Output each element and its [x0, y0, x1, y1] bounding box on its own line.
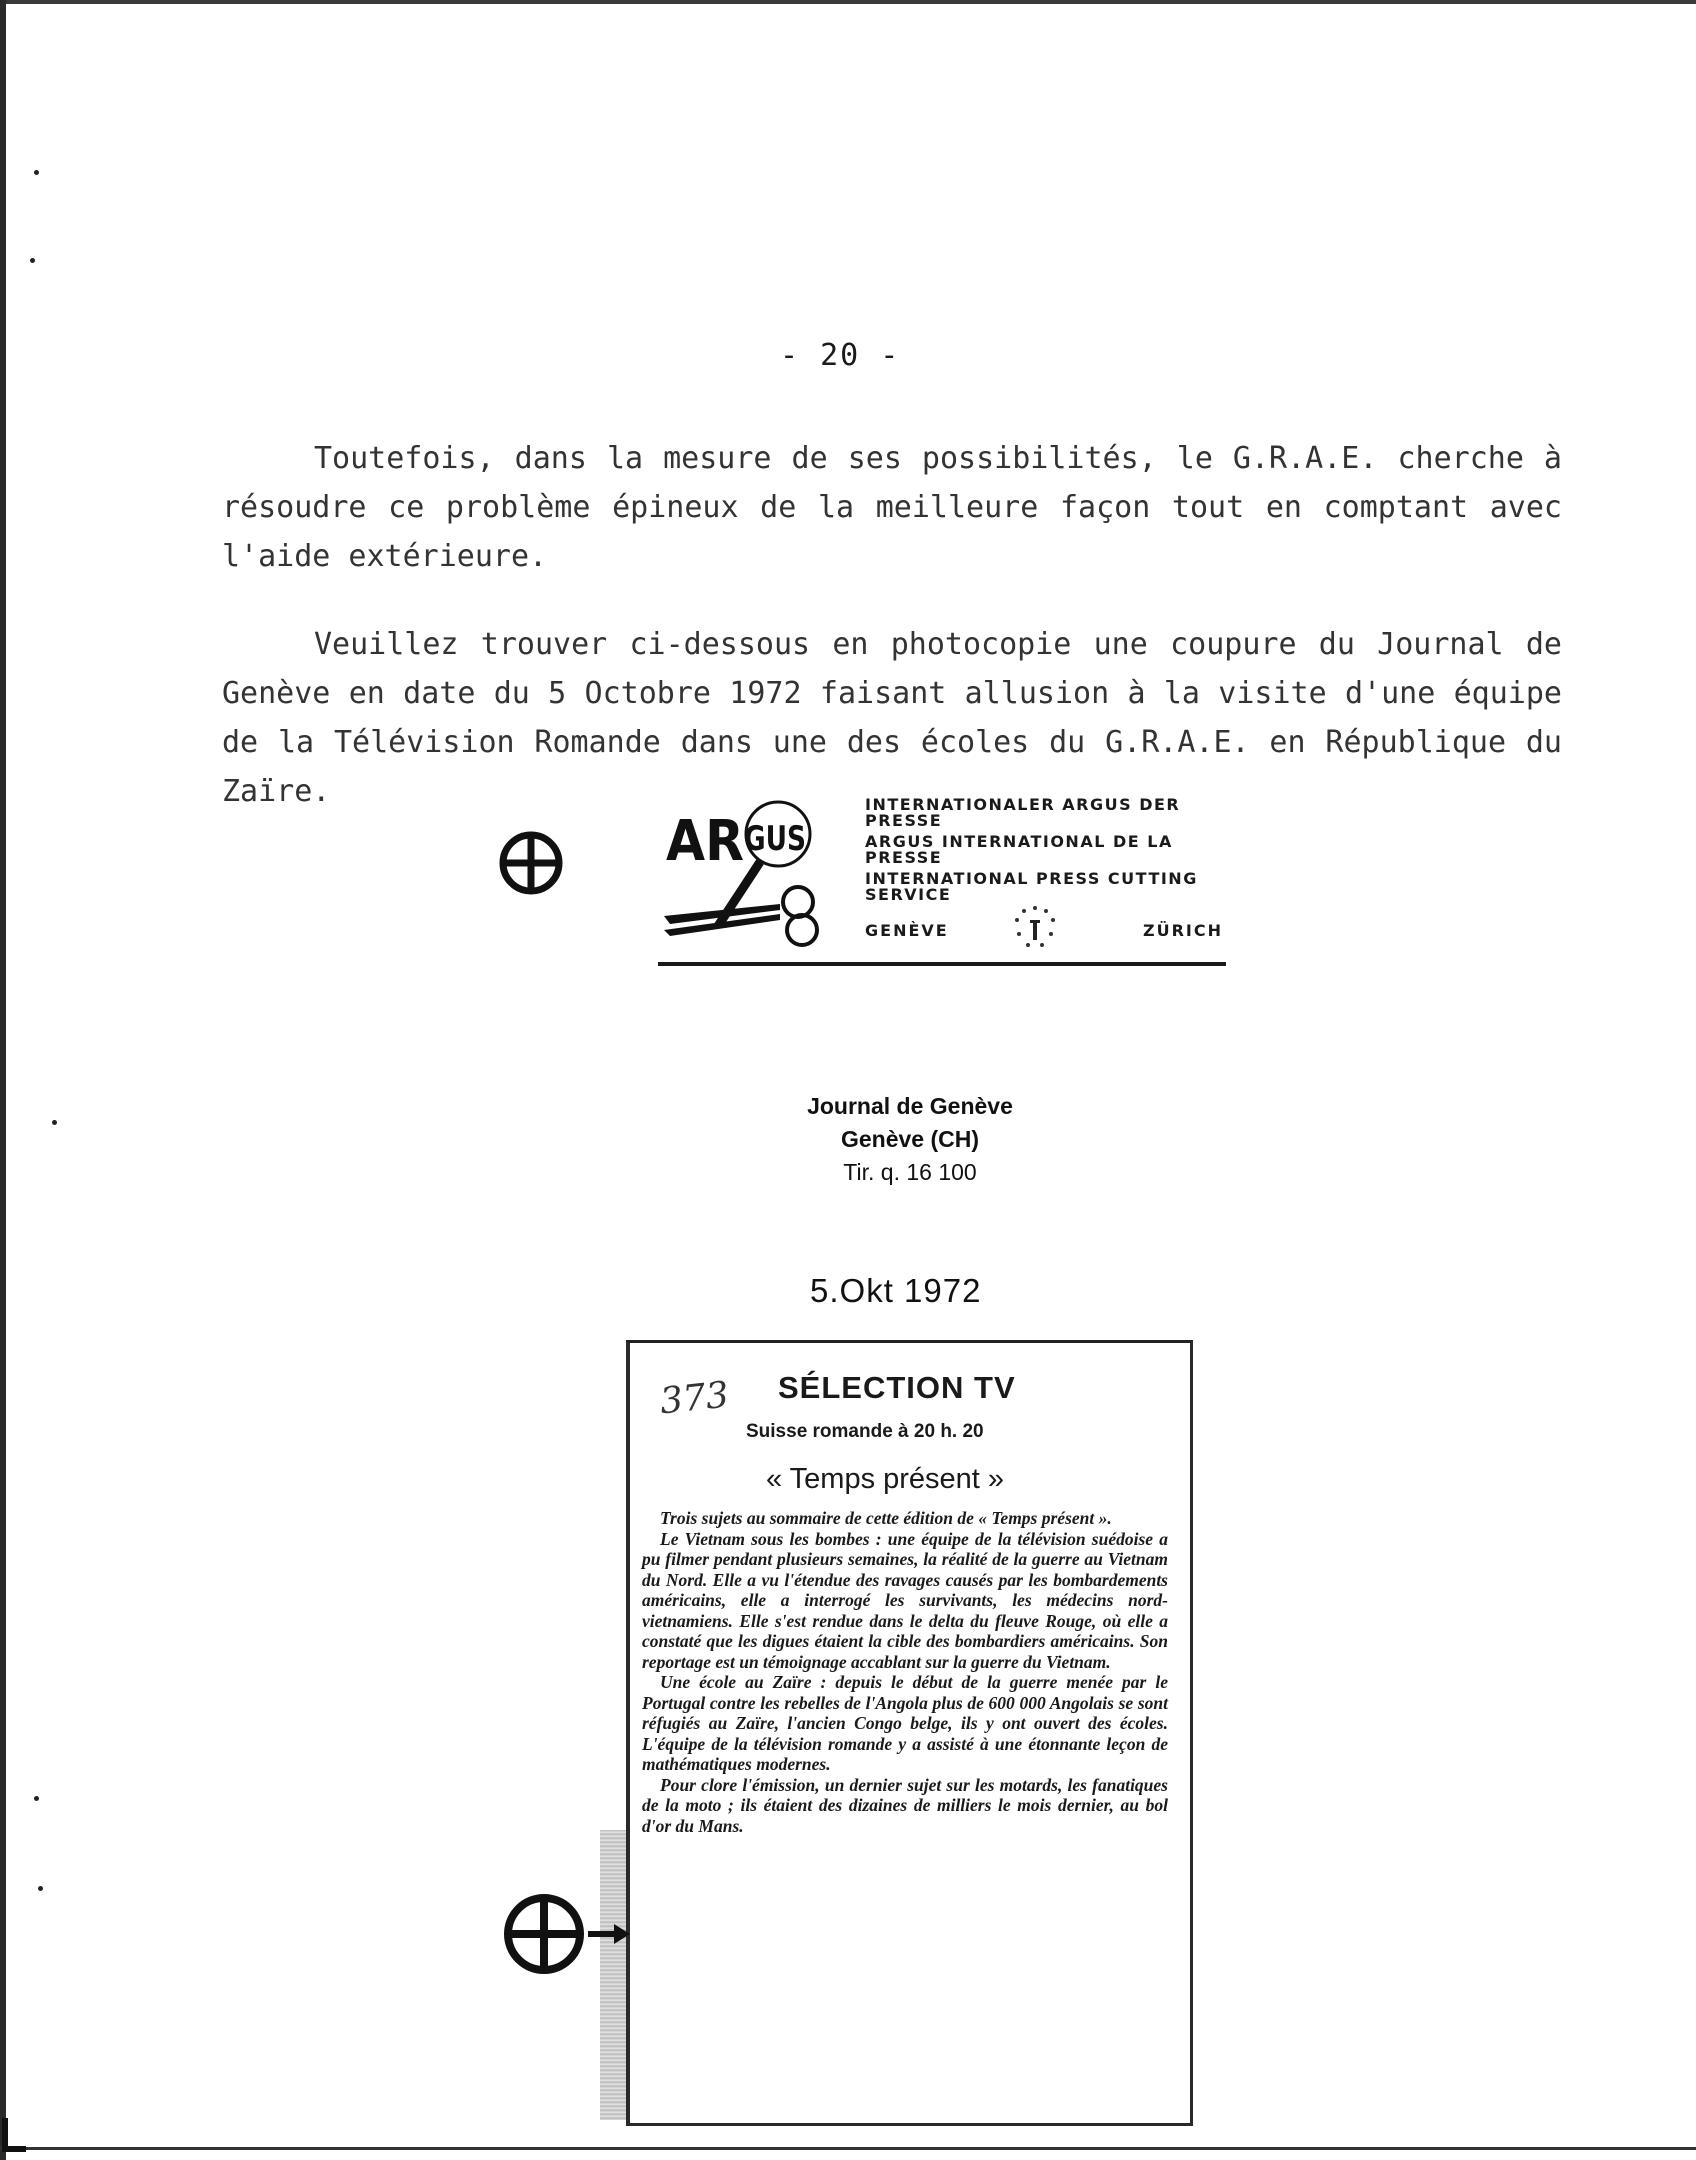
article-paragraph: Pour clore l'émission, un dernier sujet sur les motards, les fanatiques de la moto ; ils étaient des dizaines de milliers le mois dernier, au bol d'or du Mans.: [642, 1774, 1168, 1836]
crosshair-icon: [500, 1890, 588, 1978]
crosshair-icon: [496, 828, 566, 898]
paragraph-2-text: Veuillez trouver ci-dessous en photocopie une coupure du Journal de Genève en date du 5 Octobre 1972 faisant allusion à la visite d'une équipe de la Télévision Romande dans une des écoles du G.R.A.E. en République du Zaïre.: [222, 627, 1562, 809]
journal-name: Journal de Genève: [807, 1093, 1013, 1119]
clipping-title: SÉLECTION TV: [778, 1370, 1016, 1405]
svg-text:GUS: GUS: [744, 819, 806, 859]
page-number: - 20 -: [780, 338, 901, 373]
argus-service-lines: [865, 797, 1220, 908]
arrow-right-icon: [588, 1922, 630, 1946]
argus-line-fr: ARGUS INTERNATIONAL DE LA PRESSE: [865, 832, 1173, 867]
argus-logo: [660, 798, 832, 948]
svg-text:AR: AR: [666, 809, 744, 874]
journal-circulation: Tir. q. 16 100: [843, 1159, 977, 1185]
scan-speck: [30, 258, 35, 263]
argus-city-geneve: GENÈVE: [865, 921, 949, 940]
journal-city: Genève (CH): [840, 1126, 980, 1152]
page-border-top: [6, 0, 1696, 4]
argus-rule: [658, 962, 1226, 966]
clipping-subtitle: Suisse romande à 20 h. 20: [746, 1421, 984, 1442]
scan-speck: [34, 1796, 39, 1801]
argus-city-zurich: ZÜRICH: [1143, 921, 1223, 940]
clipping-article: [642, 1508, 1168, 1836]
star-emblem-icon: [1010, 902, 1060, 952]
scan-speck: [34, 170, 39, 175]
argus-line-en: INTERNATIONAL PRESS CUTTING SERVICE: [865, 869, 1198, 904]
date-stamp: 5.Okt 1972: [810, 1272, 982, 1309]
page-border-bottom: [0, 2147, 1696, 2150]
paragraph-2: [222, 620, 1562, 816]
article-paragraph: Le Vietnam sous les bombes : une équipe de la télévision suédoise a pu filmer pendant plusieurs semaines, la réalité de la guerre au Vietnam du Nord. Elle a vu l'étendue des ravages causés par les bombardements américains, elle a interrogé les survivants, les médecins nord-vietnamiens. Elle s'est rendue dans le delta du fleuve Rouge, où elle a constaté que les digues étaient la cible des bombardiers américains. Son reportage est un témoignage accablant sur la guerre du Vietnam.: [642, 1528, 1168, 1672]
corner-mark: [2, 2118, 26, 2152]
scan-speck: [38, 1886, 43, 1891]
article-paragraph: Une école au Zaïre : depuis le début de la guerre menée par le Portugal contre les rebelles de l'Angola plus de 600 000 Angolais se sont réfugiés au Zaïre, l'ancien Congo belge, ils y ont ouvert des écoles. L'équipe de la télévision romande y a assisté à une étonnante leçon de mathématiques modernes.: [642, 1672, 1168, 1774]
scan-speck: [52, 1120, 57, 1125]
paragraph-1: [222, 434, 1562, 581]
clipping-show-title: « Temps présent »: [766, 1463, 1005, 1495]
argus-line-de: INTERNATIONALER ARGUS DER PRESSE: [865, 795, 1181, 830]
page-border-left: [0, 0, 6, 2160]
paragraph-1-text: Toutefois, dans la mesure de ses possibilités, le G.R.A.E. cherche à résoudre ce problème épineux de la meilleure façon tout en comptant avec l'aide extérieure.: [222, 441, 1562, 574]
journal-info: [760, 1090, 1060, 1189]
article-paragraph: Trois sujets au sommaire de cette édition de « Temps présent ».: [660, 1508, 1112, 1528]
handwritten-number: 373: [658, 1374, 731, 1423]
